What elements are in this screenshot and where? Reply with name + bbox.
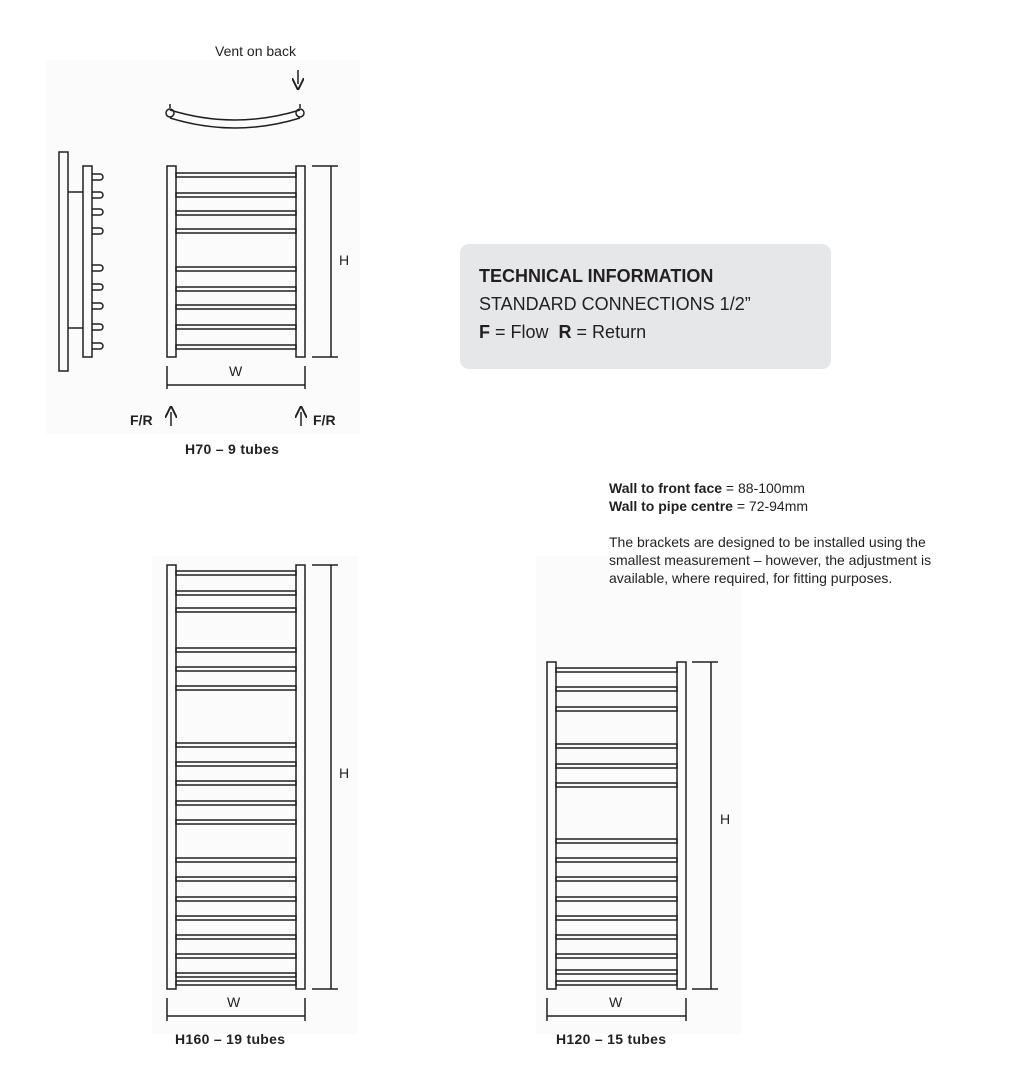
h70-tube: [176, 229, 296, 233]
h70-tube: [176, 193, 296, 197]
h70-caption: H70 – 9 tubes: [185, 441, 280, 457]
h70-tube: [176, 345, 296, 349]
h160-tube: [176, 981, 296, 985]
h160-tube: [176, 608, 296, 612]
vent-label: Vent on back: [215, 43, 296, 59]
h120-tube: [556, 744, 677, 748]
wall-front-value: = 88-100mm: [722, 480, 805, 496]
h160-tube: [176, 667, 296, 671]
h120-tube: [556, 897, 677, 901]
technical-info-title: TECHNICAL INFORMATION: [479, 266, 714, 286]
h70-width-label: W: [229, 363, 243, 379]
h160-tube: [176, 743, 296, 747]
h70-tube: [176, 287, 296, 291]
connections-text: STANDARD CONNECTIONS 1/2”: [479, 294, 751, 314]
wall-pipe-value: = 72-94mm: [732, 498, 809, 514]
h160-caption: H160 – 19 tubes: [175, 1031, 286, 1047]
flow-return-legend: [479, 322, 812, 343]
technical-info-box: [460, 244, 831, 369]
h160-tube: [176, 935, 296, 939]
h120-tube: [556, 858, 677, 862]
h120-tube: [556, 954, 677, 958]
flow-text: = Flow: [490, 322, 554, 342]
flow-key: F: [479, 322, 490, 342]
fr-right-label: F/R: [313, 412, 336, 428]
side-connector-peg: [92, 174, 103, 180]
return-key: R: [558, 322, 572, 342]
wall-pipe-line: [609, 497, 969, 515]
h160-tube: [176, 973, 296, 977]
h120-tube: [556, 970, 677, 974]
h70-tube: [176, 211, 296, 215]
side-connector-peg: [92, 209, 103, 215]
return-text: = Return: [571, 322, 647, 342]
h160-tube: [176, 571, 296, 575]
h70-front-view: [167, 166, 305, 357]
side-connector-peg: [92, 324, 103, 330]
side-connector-peg: [92, 343, 103, 349]
h120-tube: [556, 707, 677, 711]
side-connector-peg: [92, 284, 103, 290]
installation-notes: [609, 479, 969, 587]
h160-tube: [176, 954, 296, 958]
h120-front-view: [547, 662, 686, 989]
h70-tube: [176, 267, 296, 271]
h120-tube: [556, 916, 677, 920]
wall-front-line: [609, 479, 969, 497]
side-connector-peg: [92, 228, 103, 234]
h70-tube: [176, 305, 296, 309]
h70-tube: [176, 173, 296, 177]
h120-tube: [556, 783, 677, 787]
h70-height-label: H: [339, 252, 350, 268]
h120-tube: [556, 981, 677, 985]
side-connector-peg: [92, 192, 103, 198]
h160-height-label: H: [339, 765, 350, 781]
wall-front-label: Wall to front face: [609, 480, 723, 496]
fr-left-label: F/R: [130, 412, 153, 428]
h160-tube: [176, 858, 296, 862]
h160-height-dimension: [312, 565, 338, 989]
h160-front-view: [167, 565, 305, 989]
h160-tube: [176, 648, 296, 652]
h160-tube: [176, 686, 296, 690]
side-connector-peg: [92, 303, 103, 309]
h70-height-dimension: [312, 166, 338, 357]
h120-height-label: H: [720, 811, 731, 827]
h120-width-label: W: [609, 994, 623, 1010]
h120-tube: [556, 687, 677, 691]
h160-tube: [176, 916, 296, 920]
h120-tube: [556, 668, 677, 672]
h70-tube: [176, 325, 296, 329]
h160-width-label: W: [227, 994, 241, 1010]
h120-tube: [556, 935, 677, 939]
side-connector-peg: [92, 265, 103, 271]
h70-top-view: [166, 104, 304, 128]
h160-tube: [176, 801, 296, 805]
bracket-note: The brackets are designed to be installed using the smallest measurement – however, the adjustment is available, where required, for fitting purposes.: [609, 534, 932, 586]
h160-tube: [176, 781, 296, 785]
h160-tube: [176, 877, 296, 881]
h120-tube: [556, 839, 677, 843]
h160-tube: [176, 591, 296, 595]
h120-height-dimension: [692, 662, 718, 989]
h120-tube: [556, 877, 677, 881]
wall-pipe-label: Wall to pipe centre: [609, 498, 733, 514]
h160-tube: [176, 897, 296, 901]
h70-side-view: [59, 152, 103, 371]
h160-tube: [176, 762, 296, 766]
h120-tube: [556, 764, 677, 768]
h120-caption: H120 – 15 tubes: [556, 1031, 667, 1047]
h160-tube: [176, 820, 296, 824]
